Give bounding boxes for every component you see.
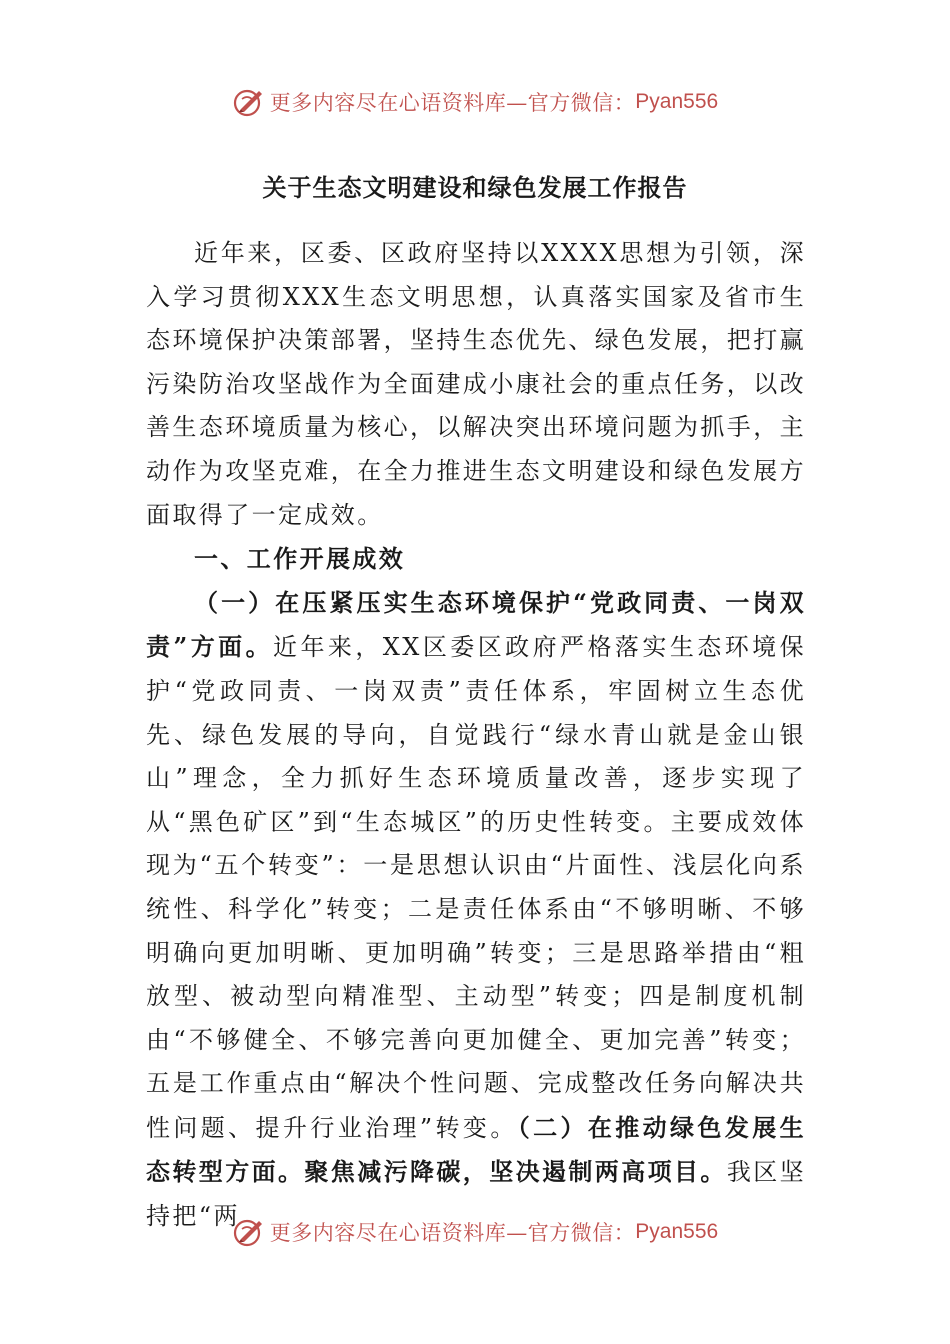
- watermark-text: 更多内容尽在心语资料库—官方微信：: [269, 91, 636, 115]
- watermark-wechat-id: Pyan556: [635, 90, 719, 113]
- watermark-footer: [0, 1212, 950, 1252]
- subsection-2-body: 我区坚持把“两: [146, 1158, 807, 1231]
- intro-paragraph: 近年来，区委、区政府坚持以XXXX思想为引领，深入学习贯彻XXX生态文明思想，认真落实国家及省市生态环境保护决策部署，坚持生态优先、绿色发展，把打赢污染防治攻坚战作为全面建成小康社会的重点任务，以改善生态环境质量为核心，以解决突出环境问题为抓手，主动作为攻坚克难，在全力推进生态文明建设和绿色发展方面取得了一定成效。: [146, 239, 806, 529]
- pen-logo-icon: [232, 85, 266, 119]
- watermark-header: [0, 82, 950, 122]
- pen-logo-icon: [232, 1215, 266, 1249]
- watermark-text: 更多内容尽在心语资料库—官方微信：: [269, 1221, 636, 1245]
- subsection-1-body: 近年来，XX区委区政府严格落实生态环境保护“党政同责、一岗双责”责任体系，牢固树立生态优先、绿色发展的导向，自觉践行“绿水青山就是金山银山”理念，全力抓好生态环境质量改善，逐步实现了从“黑色矿区”到“生态城区”的历史性转变。主要成效体现为“五个转变”：一是思想认识由“片面性、浅层化向系统性、科学化”转变；二是责任体系由“不够明晰、不够明确向更加明晰、更加明确”转变；三是思路举措由“粗放型、被动型向精准型、主动型”转变；四是制度机制由“不够健全、不够完善向更加健全、更加完善”转变；五是工作重点由“解决个性问题、完成整改任务向解决共性问题、提升行业治理”转变。: [146, 633, 806, 1142]
- subsection-1-heading: （一）在压紧压实生态环境保护“党政同责、一岗双责”方面。: [146, 587, 806, 662]
- document-body: [146, 232, 806, 1239]
- subsection-paragraph: [146, 581, 806, 1239]
- watermark-wechat-id: Pyan556: [635, 1220, 719, 1243]
- subsection-2-heading: （二）在推动绿色发展生态转型方面。聚焦减污降碳，坚决遏制两高项目。: [146, 1112, 807, 1187]
- document-title: 关于生态文明建设和绿色发展工作报告: [262, 173, 688, 202]
- section-heading: 一、工作开展成效: [194, 544, 406, 574]
